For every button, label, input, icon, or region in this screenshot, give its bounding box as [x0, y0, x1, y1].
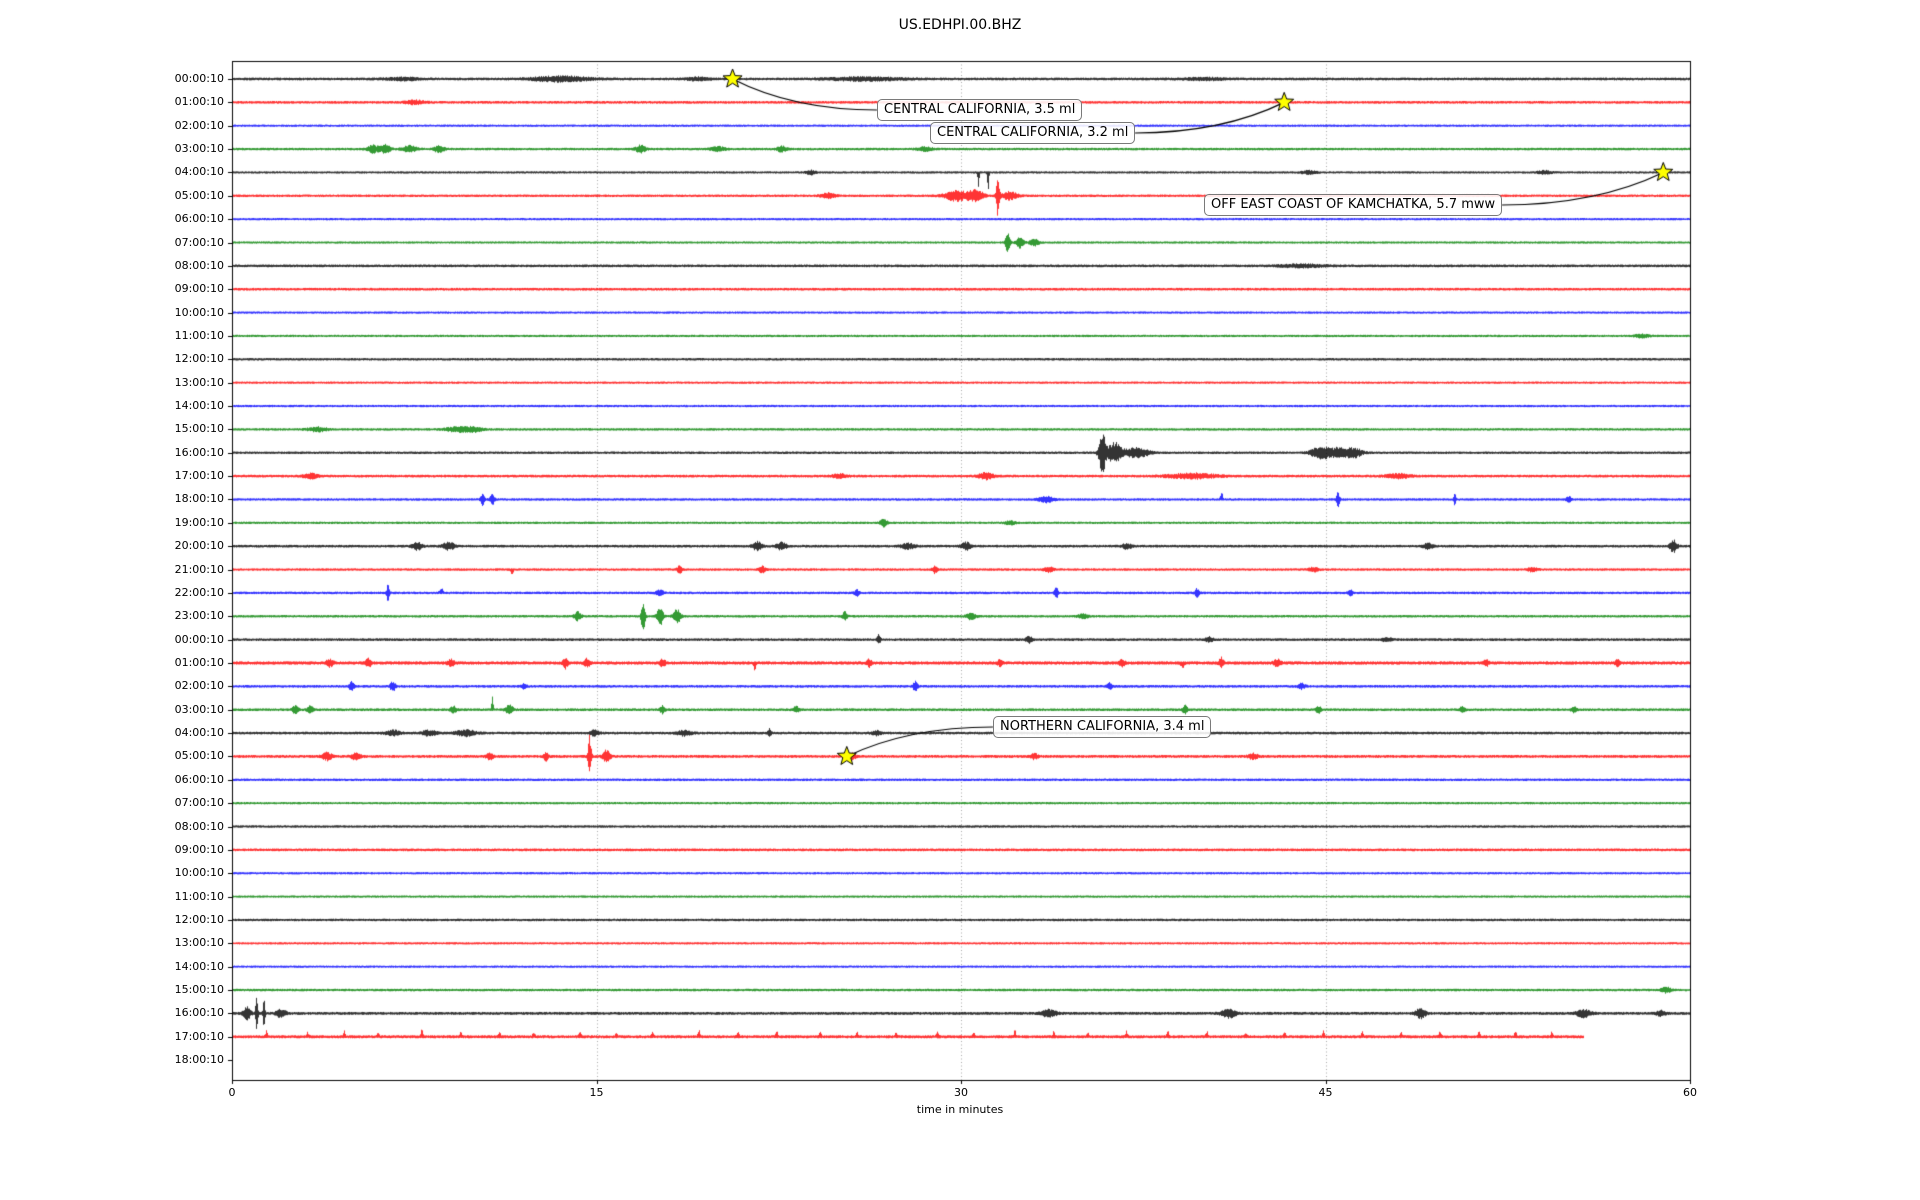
y-tick-label: 12:00:10 — [174, 912, 224, 926]
event-label: OFF EAST COAST OF KAMCHATKA, 5.7 mww — [1204, 194, 1502, 216]
y-tick-label: 22:00:10 — [174, 585, 224, 599]
x-tick-label: 30 — [954, 1086, 968, 1099]
y-tick-label: 15:00:10 — [174, 983, 224, 997]
y-tick-label: 21:00:10 — [174, 562, 224, 576]
y-tick-label: 18:00:10 — [174, 1053, 224, 1067]
y-tick-label: 06:00:10 — [174, 772, 224, 786]
y-tick-label: 23:00:10 — [174, 609, 224, 623]
x-axis-title: time in minutes — [916, 1103, 1004, 1116]
x-tick-label: 45 — [1318, 1086, 1333, 1099]
y-tick-label: 03:00:10 — [174, 142, 224, 156]
y-tick-label: 19:00:10 — [174, 515, 224, 529]
y-tick-label: 03:00:10 — [174, 702, 224, 716]
y-tick-label: 18:00:10 — [174, 492, 224, 506]
y-tick-label: 12:00:10 — [174, 352, 224, 366]
y-tick-label: 01:00:10 — [174, 656, 224, 669]
y-tick-label: 04:00:10 — [174, 165, 224, 179]
chart-title: US.EDHPI.00.BHZ — [898, 17, 1022, 33]
y-tick-label: 10:00:10 — [174, 866, 224, 880]
event-label: CENTRAL CALIFORNIA, 3.2 ml — [930, 122, 1135, 144]
x-tick-label: 60 — [1683, 1086, 1697, 1099]
y-tick-label: 17:00:10 — [174, 469, 224, 483]
y-tick-label: 08:00:10 — [174, 258, 224, 272]
y-tick-label: 16:00:10 — [174, 1006, 224, 1020]
event-label: CENTRAL CALIFORNIA, 3.5 ml — [877, 99, 1082, 121]
y-tick-label: 02:00:10 — [174, 679, 224, 693]
y-tick-label: 14:00:10 — [174, 399, 224, 413]
y-tick-label: 06:00:10 — [174, 212, 224, 226]
y-tick-label: 07:00:10 — [174, 235, 224, 249]
y-tick-label: 01:00:10 — [174, 95, 224, 109]
event-label: NORTHERN CALIFORNIA, 3.4 ml — [993, 716, 1211, 738]
x-tick-label: 15 — [589, 1086, 604, 1099]
y-tick-label: 11:00:10 — [174, 328, 224, 342]
y-tick-label: 15:00:10 — [174, 422, 224, 436]
y-tick-label: 11:00:10 — [174, 889, 224, 903]
y-tick-label: 00:00:10 — [174, 632, 224, 646]
y-tick-label: 07:00:10 — [174, 796, 224, 810]
y-tick-label: 13:00:10 — [174, 375, 224, 389]
y-tick-label: 10:00:10 — [174, 305, 224, 319]
y-tick-label: 17:00:10 — [174, 1029, 224, 1043]
y-tick-label: 09:00:10 — [174, 842, 224, 856]
y-tick-label: 08:00:10 — [174, 819, 224, 833]
y-tick-label: 05:00:10 — [174, 749, 224, 763]
y-tick-label: 09:00:10 — [174, 282, 224, 296]
y-tick-label: 20:00:10 — [174, 539, 224, 553]
x-tick-label: 0 — [228, 1086, 236, 1099]
y-tick-label: 14:00:10 — [174, 959, 224, 973]
y-tick-label: 05:00:10 — [174, 188, 224, 202]
y-tick-label: 13:00:10 — [174, 936, 224, 950]
y-tick-label: 04:00:10 — [174, 726, 224, 740]
y-tick-label: 02:00:10 — [174, 118, 224, 132]
y-tick-label: 16:00:10 — [174, 445, 224, 459]
y-tick-label: 00:00:10 — [174, 72, 224, 85]
